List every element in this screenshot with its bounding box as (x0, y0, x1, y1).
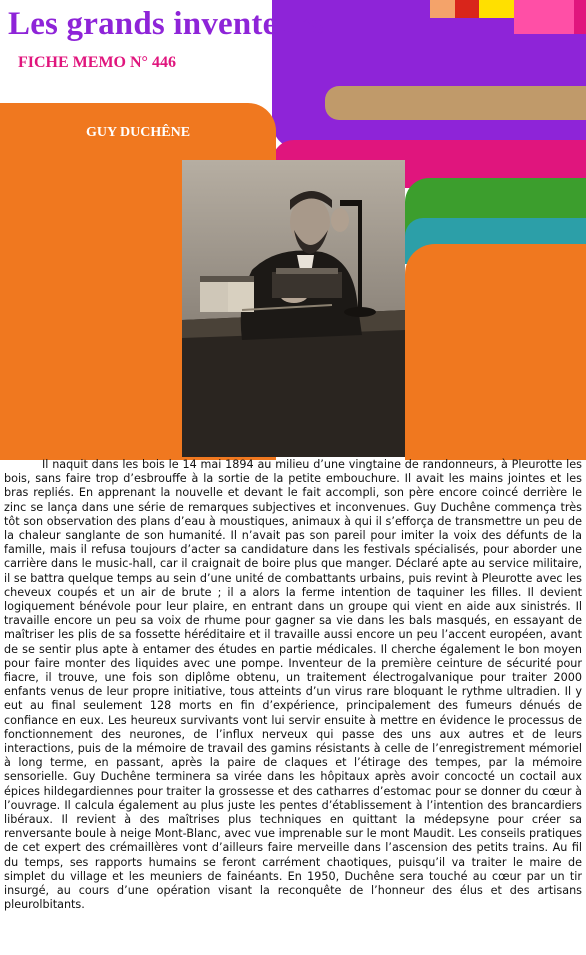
portrait-photo-icon (182, 160, 405, 457)
magenta-strip (574, 0, 586, 34)
red-strip (455, 0, 479, 18)
page-title: Les grands inventeurs (8, 6, 324, 42)
orange-right-panel (405, 244, 586, 460)
article-text: Il naquit dans les bois le 14 mai 1894 au milieu d’une vingtaine de randonneurs, à Pleurotte les bois, sans faire trop d’esbrouffe à la sortie de la petite embouchure. Il avait les mains jointes et les bras repliés. En apprenant la nouvelle et devant le fait accompli, son père encore coincé derrière le zinc se lança dans une série de remarques subjectives et inconvenues. Guy Duchêne commença très tôt son observation des plans d’eau à moustiques, animaux à qui il s’efforça de transmettre un peu de la chaleur sanglante de son humanité. Il n’avait pas son pareil pour imiter la voix des défunts de la famille, mais il refusa toujours d’acter sa candidature dans les festivals spécialisés, pour aborder une carrière dans le music-hall, car il craignait de boire plus que manger. Déclaré apte au service militaire, il se battra quelque temps au sein d’une unité de combattants urbains, puis revint à Pleurotte avec les cheveux coupés et un air de brute ; il a alors la ferme intention de taquiner les filles. Il devient logiquement bénévole pour leur plaire, en entrant dans un groupe qui vient en aide aux sinistrés. Il travaille encore un peu sa voix de rhume pour gagner sa vie dans les bals masqués, en essayant de maîtriser les plis de sa fossette héréditaire et il travaille aussi encore un peu l’accent européen, avant de se sentir plus apte à entamer des études en partie médicales. Il cherche également le bon moyen pour faire monter des liquides avec une pompe. Inventeur de la première ceinture de sécurité pour fiacre, il trouve, une fois son diplôme obtenu, un traitement électrogalvanique pour traiter 2000 enfants venus de leur propre initiative, tous atteints d’un virus rare bloquant le rythme ultradien. Il y eut au final seulement 128 morts en fin d’expérience, principalement des fumeurs dénués de confiance en eux. Les heureux survivants vont lui servir ensuite à mettre en évidence le processus de fonctionnement des neurones, de l’influx nerveux qui passe des uns aux autres et de leurs interactions, puis de la mémoire de travail des gamins résistants à celle de l’enregistrement mémoriel à long terme, en passant, après la paire de claques et l’étirage des tempes, par la mémoire sensorielle. Guy Duchêne terminera sa virée dans les hôpitaux après avoir concocté un coctail aux épices hildegardiennes pour traiter la grossesse et des catharres d’estomac pour se donner du cœur à l’ouvrage. Il calcula également au plus juste les pentes d’établissement à l’intention des brancardiers libéraux. Il revient à des maîtrises plus techniques en quittant la médepsyne pour créer sa renversante boule à neige Mont-Blanc, avec vue imprenable sur le mont Maudit. Les conseils pratiques de cet expert des crémaillères vont d’ailleurs faire merveille dans l’ascension des petits trains. Au fil du temps, ses rapports humains se feront carrément chaotiques, puisqu’il va traiter le maire de simplet du village et les meuniers de fainéants. En 1950, Duchêne sera touché au cœur par un tir insurgé, au cours d’une opération visant la reconquête de l’honneur des élus et des artisans pleurolbitants. (4, 458, 582, 912)
yellow-strip (479, 0, 514, 18)
inventor-name: GUY DUCHÊNE (85, 125, 191, 140)
memo-number: FICHE MEMO N° 446 (18, 54, 176, 71)
pink-strip (514, 0, 574, 34)
tan-panel (325, 86, 586, 120)
peach-strip (430, 0, 455, 18)
inventor-photo (182, 160, 405, 457)
